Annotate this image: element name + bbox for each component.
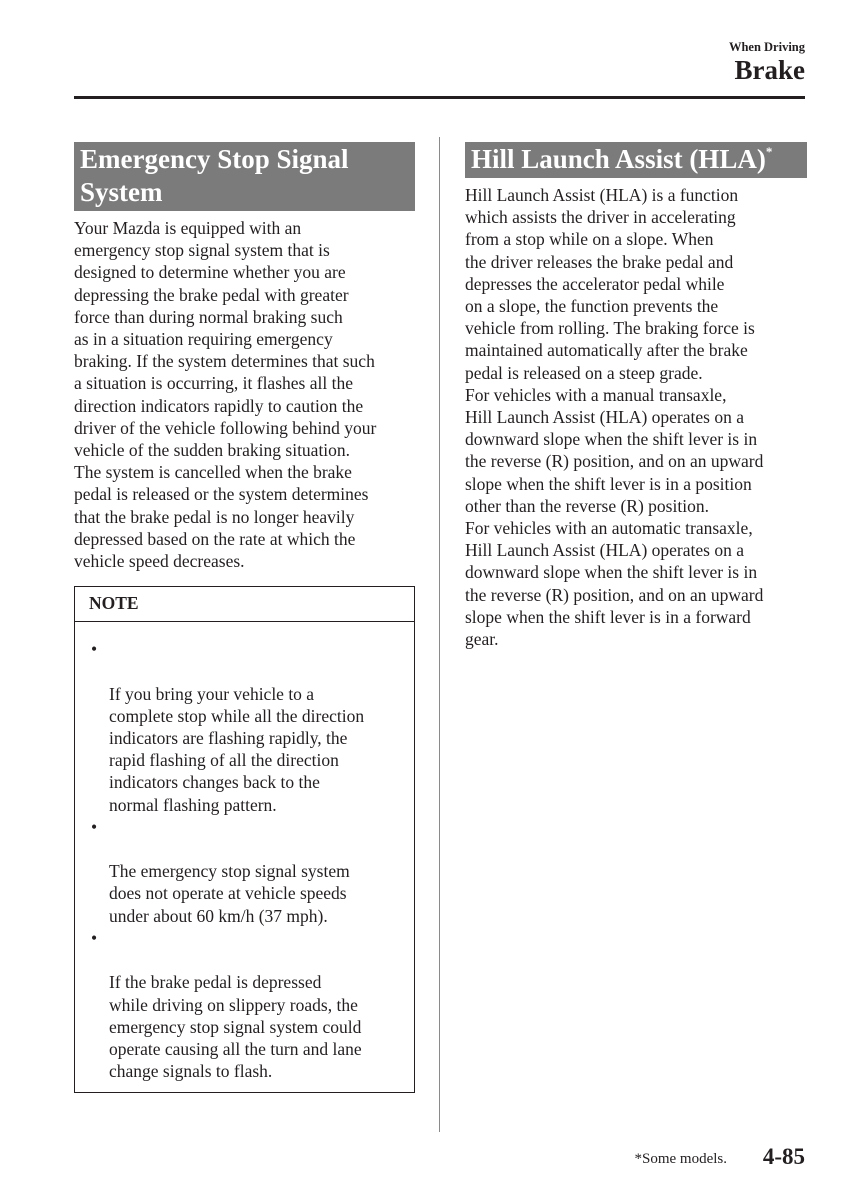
note-item-text: The emergency stop signal system does not operate at vehicle speeds under about 60 km/h (37 mph).	[109, 861, 350, 926]
note-list	[75, 622, 414, 1092]
note-item	[89, 638, 402, 816]
header-section-label: When Driving	[728, 40, 805, 54]
footer-some-models-note: *Some models.	[634, 1151, 727, 1167]
hla-body: Hill Launch Assist (HLA) is a function which assists the driver in accelerating from a stop while on a slope. When the driver releases the brake pedal and depresses the accelerator pedal while on a slope, the function prevents the vehicle from rolling. The braking force is maintained automatically after the brake pedal is released on a steep grade. For vehicles with a manual transaxle, Hill Launch Assist (HLA) operates on a downward slope when the shift lever is in the reverse (R) position, and on an upward slope when the shift lever is in a position other than the reverse (R) position. For vehicles with an automatic transaxle, Hill Launch Assist (HLA) operates on a downward slope when the shift lever is in the reverse (R) position, and on an upward slope when the shift lever is in a forward gear.	[465, 185, 764, 650]
note-item-text: If the brake pedal is depressed while driving on slippery roads, the emergency stop signal system could operate causing all the turn and lane change signals to flash.	[109, 972, 362, 1082]
emergency-stop-heading: Emergency Stop Signal System	[74, 142, 415, 211]
right-column	[465, 142, 807, 650]
note-label: NOTE	[75, 587, 414, 622]
header-rule	[74, 96, 805, 99]
page-number: 4-85	[762, 1144, 805, 1169]
header-page-title: Brake	[734, 55, 805, 85]
note-item	[89, 927, 402, 1082]
bullet-icon: •	[91, 639, 98, 660]
column-divider	[439, 137, 440, 1132]
note-item-text: If you bring your vehicle to a complete stop while all the direction indicators are flashing rapidly, the rapid flashing of all the direction indicators changes back to the normal flashing pattern.	[109, 683, 365, 815]
left-column	[74, 142, 415, 1093]
some-models-asterisk: *	[765, 144, 773, 159]
emergency-stop-body: Your Mazda is equipped with an emergency stop signal system that is designed to determine whether you are depressing the brake pedal with greater force than during normal braking such as in a situation requiring emergency braking. If the system determines that such a situation is occurring, it flashes all the direction indicators rapidly to caution the driver of the vehicle following behind your vehicle of the sudden braking situation. The system is cancelled when the brake pedal is released or the system determines that the brake pedal is no longer heavily depressed based on the rate at which the vehicle speed decreases.	[74, 218, 377, 572]
bullet-icon: •	[91, 816, 98, 837]
bullet-icon: •	[91, 927, 98, 948]
hla-heading-text: Hill Launch Assist (HLA)	[471, 144, 766, 174]
note-box	[74, 586, 415, 1093]
note-item	[89, 816, 402, 927]
hla-heading	[465, 142, 807, 178]
